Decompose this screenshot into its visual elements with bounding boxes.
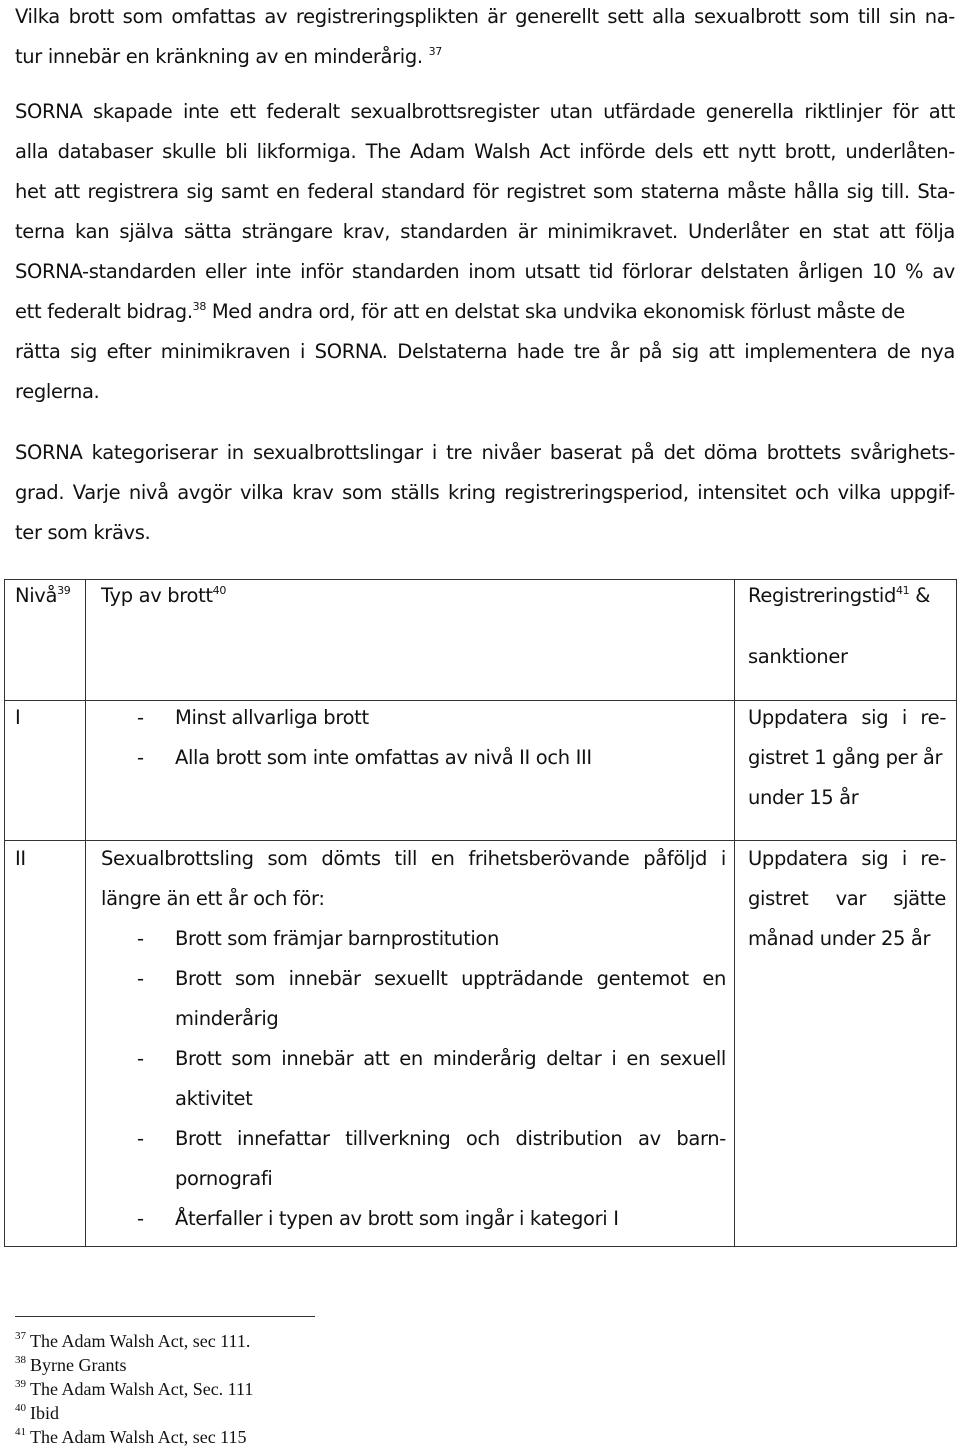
row-registration-period <box>748 839 946 959</box>
footnote-ref: 38 <box>192 300 206 313</box>
list-bullet: - <box>137 1207 144 1230</box>
text-line: SORNA-standarden eller inte inför standarden inom utsatt tid förlorar delstaten årligen 10 % av <box>15 260 955 283</box>
list-item: Brott innefattar tillverkning och distribution av barn- <box>175 1127 726 1150</box>
text-line: längre än ett år och för: <box>101 887 325 910</box>
paragraph-registration-scope <box>15 0 955 77</box>
list-item: Återfaller i typen av brott som ingår i kategori I <box>175 1207 619 1230</box>
text-line: terna kan själva sätta strängare krav, standarden är minimikravet. Underlåter en stat att följa <box>15 220 955 243</box>
text-line: I <box>15 706 21 729</box>
paragraph-sorna-standard <box>15 92 955 412</box>
text-line <box>101 576 226 616</box>
footnote-number: 38 <box>15 1354 26 1366</box>
row-level-label <box>15 698 20 738</box>
list-item: Brott som innebär sexuellt uppträdande gentemot en <box>175 967 726 990</box>
footnote <box>15 1377 253 1401</box>
header-registration-period <box>748 576 930 677</box>
table-col-divider <box>85 580 86 1246</box>
header-level <box>15 576 70 616</box>
text-line: Uppdatera sig i re- <box>748 706 946 729</box>
footnote-number: 39 <box>15 1378 26 1390</box>
footnote-text: The Adam Walsh Act, Sec. 111 <box>30 1379 254 1399</box>
text-line: reglerna. <box>15 380 100 403</box>
list-item: pornografi <box>175 1167 273 1190</box>
text-line: gistret var sjätte <box>748 887 946 910</box>
list-bullet: - <box>137 1047 144 1070</box>
list-item: Minst allvarliga brott <box>175 706 369 729</box>
row-registration-period <box>748 698 946 818</box>
text-line: alla databaser skulle bli likformiga. The Adam Walsh Act införde dels ett nytt brott, underlåten- <box>15 140 955 163</box>
list-bullet: - <box>137 1127 144 1150</box>
text-line: Uppdatera sig i re- <box>748 847 946 870</box>
table-col-divider <box>734 580 735 1246</box>
text-line <box>15 292 955 332</box>
list-item: Brott som innebär att en minderårig deltar i en sexuell <box>175 1047 726 1070</box>
text-fragment: & <box>909 584 931 607</box>
row-offense-list <box>101 698 726 778</box>
text-line: Vilka brott som omfattas av registreringsplikten är generellt sett alla sexualbrott som till sin na- <box>15 5 955 28</box>
text-line <box>748 576 930 616</box>
footnote-separator <box>15 1316 315 1317</box>
list-bullet: - <box>137 967 144 990</box>
footnote <box>15 1401 59 1425</box>
text-fragment: Typ av brott <box>101 584 213 607</box>
header-offense-type <box>101 576 226 616</box>
text-line: SORNA skapade inte ett federalt sexualbrottsregister utan utfärdade generella riktlinjer för att <box>15 100 955 123</box>
footnote-text: Ibid <box>30 1403 59 1423</box>
list-item: aktivitet <box>175 1087 253 1110</box>
text-line: rätta sig efter minimikraven i SORNA. Delstaterna hade tre år på sig att implementera de nya <box>15 340 955 363</box>
footnote <box>15 1329 250 1353</box>
footnote-text: The Adam Walsh Act, sec 111. <box>30 1331 251 1351</box>
footnote-number: 40 <box>15 1402 26 1414</box>
text-fragment: tur innebär en kränkning av en minderårig. <box>15 45 423 68</box>
footnote-number: 41 <box>15 1426 26 1438</box>
list-item: minderårig <box>175 1007 279 1030</box>
row-offense-list <box>101 839 726 1239</box>
footnote-text: Byrne Grants <box>30 1355 127 1375</box>
footnote-number: 37 <box>15 1330 26 1342</box>
text-line: Sexualbrottsling som dömts till en frihetsberövande påföljd i <box>101 847 726 870</box>
text-fragment: Registreringstid <box>748 584 897 607</box>
list-item: Brott som främjar barnprostitution <box>175 927 500 950</box>
text-line: gistret 1 gång per år <box>748 746 943 769</box>
row-level-label <box>15 839 26 879</box>
text-fragment: Med andra ord, för att en delstat ska undvika ekonomisk förlust måste de <box>205 300 905 323</box>
footnote-ref: 41 <box>896 584 910 597</box>
list-bullet: - <box>137 927 144 950</box>
text-line: under 15 år <box>748 786 859 809</box>
text-line: sanktioner <box>748 645 848 668</box>
text-line: SORNA kategoriserar in sexualbrottslingar i tre nivåer baserat på det döma brottets svårighets- <box>15 441 955 464</box>
sorna-levels-table <box>4 579 957 1247</box>
list-item: Alla brott som inte omfattas av nivå II och III <box>175 746 592 769</box>
footnote-ref: 37 <box>428 45 442 58</box>
paragraph-sorna-levels <box>15 433 955 553</box>
list-bullet: - <box>137 746 144 769</box>
text-fragment: Nivå <box>15 584 58 607</box>
footnote-ref: 40 <box>212 584 226 597</box>
text-line: grad. Varje nivå avgör vilka krav som ställs kring registreringsperiod, intensitet och vilka uppgif- <box>15 481 955 504</box>
text-fragment: ett federalt bidrag. <box>15 300 193 323</box>
text-line: ter som krävs. <box>15 521 151 544</box>
footnote-ref: 39 <box>57 584 71 597</box>
text-line: II <box>15 847 26 870</box>
text-line <box>15 576 70 616</box>
footnote <box>15 1425 247 1449</box>
text-line: månad under 25 år <box>748 927 931 950</box>
footnote-text: The Adam Walsh Act, sec 115 <box>30 1427 247 1447</box>
text-line: het att registrera sig samt en federal standard för registret som staterna måste hålla sig till. Sta- <box>15 180 955 203</box>
footnote <box>15 1353 126 1377</box>
list-bullet: - <box>137 706 144 729</box>
text-line <box>15 37 955 77</box>
